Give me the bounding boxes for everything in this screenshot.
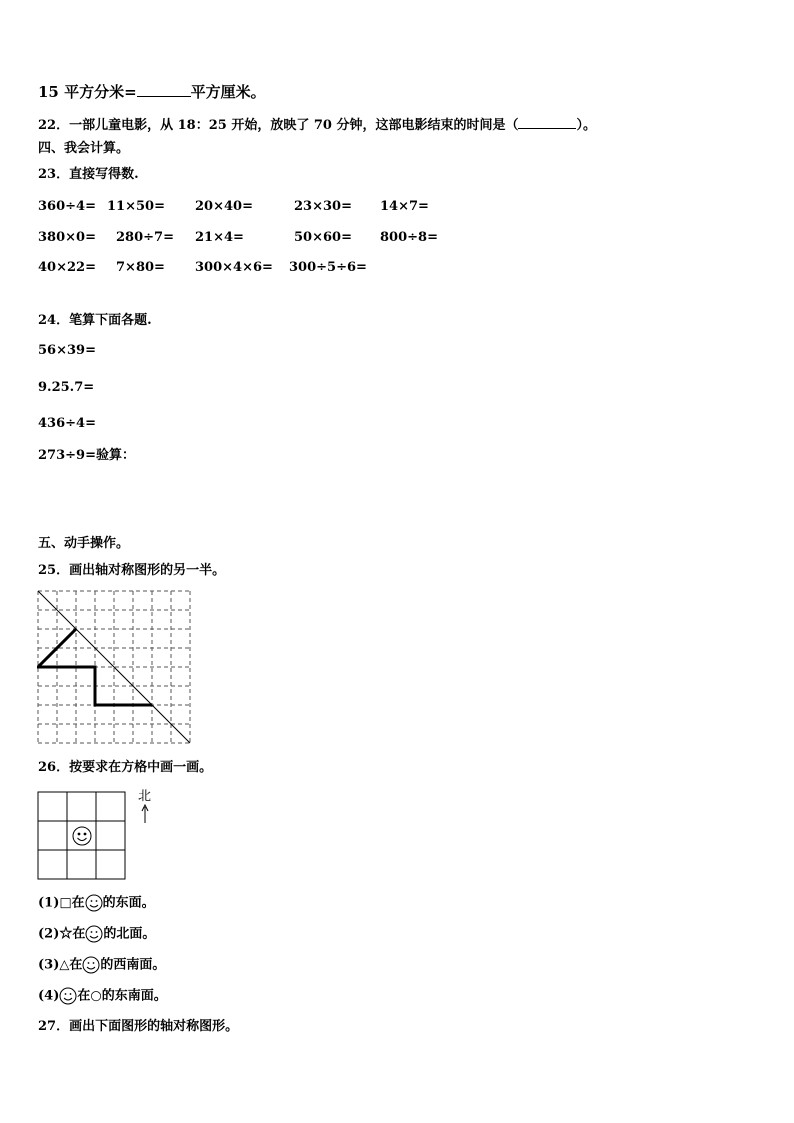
q21-left-text: 15 平方分米= bbox=[38, 83, 137, 101]
q26-sub-3: (3)△在 的西南面。 bbox=[38, 957, 166, 973]
q21-right-text: 平方厘米。 bbox=[190, 83, 266, 101]
calc-item: 50×60= bbox=[294, 230, 352, 245]
calc-item: 14×7= bbox=[380, 199, 429, 214]
calc-item: 7×80= bbox=[116, 260, 165, 275]
q22-close: ）。 bbox=[576, 118, 596, 133]
q26-sub-2: (2)☆在 的北面。 bbox=[38, 926, 156, 942]
answer-blank[interactable] bbox=[137, 82, 191, 97]
section-5-heading: 五、动手操作。 bbox=[38, 536, 130, 551]
calc-item: 20×40= bbox=[195, 199, 253, 214]
calc-item: 300÷5÷6= bbox=[289, 260, 367, 275]
smiley-icon bbox=[85, 925, 103, 943]
written-calc-item: 436÷4= bbox=[38, 416, 96, 431]
question-23-title: 23．直接写得数. bbox=[38, 167, 139, 182]
north-arrow-icon bbox=[140, 804, 150, 824]
q22-text: 22．一部儿童电影，从 18：25 开始，放映了 70 分钟，这部电影结束的时间是（ bbox=[38, 118, 519, 133]
calc-item: 380×0= bbox=[38, 230, 96, 245]
smiley-icon bbox=[82, 956, 100, 974]
written-calc-item: 9.25.7= bbox=[38, 380, 95, 395]
calc-item: 21×4= bbox=[195, 230, 244, 245]
question-21 bbox=[38, 82, 266, 101]
calc-item: 360÷4= bbox=[38, 199, 96, 214]
smiley-icon bbox=[85, 894, 103, 912]
question-25-title: 25．画出轴对称图形的另一半。 bbox=[38, 563, 226, 578]
calc-item: 23×30= bbox=[294, 199, 352, 214]
calc-item: 300×4×6= bbox=[195, 260, 273, 275]
calc-item: 800÷8= bbox=[380, 230, 438, 245]
calc-item: 40×22= bbox=[38, 260, 96, 275]
answer-blank[interactable] bbox=[518, 114, 576, 129]
smiley-icon bbox=[59, 987, 77, 1005]
symmetry-grid-figure bbox=[37, 590, 193, 746]
calc-item: 11×50= bbox=[107, 199, 165, 214]
question-26-title: 26．按要求在方格中画一画。 bbox=[38, 760, 213, 775]
q26-sub-4: (4) 在○的东南面。 bbox=[38, 988, 167, 1004]
written-calc-item: 56×39= bbox=[38, 343, 96, 358]
question-22 bbox=[38, 114, 596, 135]
smiley-icon bbox=[73, 827, 91, 845]
calc-item: 280÷7= bbox=[116, 230, 174, 245]
question-27-title: 27．画出下面图形的轴对称图形。 bbox=[38, 1019, 239, 1034]
section-4-heading: 四、我会计算。 bbox=[38, 141, 130, 156]
question-24-title: 24．笔算下面各题. bbox=[38, 313, 152, 328]
written-calc-item: 273÷9=验算： bbox=[38, 448, 135, 463]
q26-sub-1: (1)□在 的东面。 bbox=[38, 895, 155, 911]
direction-grid[interactable] bbox=[37, 791, 129, 883]
north-label: 北 bbox=[138, 789, 152, 804]
